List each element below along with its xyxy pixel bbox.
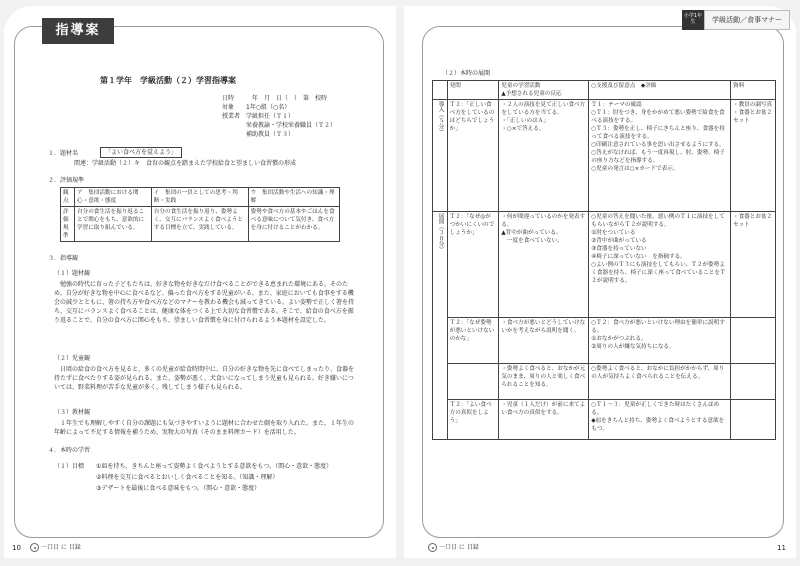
topic-box: 「よい食べ方を覚えよう」	[100, 147, 182, 158]
stage-development: 展開（３０分）	[433, 212, 448, 440]
grade-badge: 小学1年生	[682, 10, 704, 30]
row-5-materials	[730, 400, 775, 440]
unit-label: 学級活動／食事マナー	[704, 10, 790, 30]
development-heading: （２）本時の展開	[442, 70, 491, 77]
col-question: 発問	[447, 81, 499, 100]
footer-right: 一口目 に 目録	[428, 542, 479, 552]
subsection-3-3: （３）教材観	[54, 409, 91, 416]
disc-icon	[30, 543, 39, 552]
row-1-question: Ｔ２：「正しい食べ方をしているのはどちらでしょうか」	[447, 100, 499, 212]
info-assistant: 補助教員（Ｔ３）	[222, 131, 295, 138]
col-materials: 資料	[730, 81, 775, 100]
row-2-materials: ・食器とお盆２セット	[730, 212, 775, 318]
col-stage	[433, 81, 448, 100]
page-number-right: 11	[777, 544, 786, 552]
section-3-heading: ３．指導観	[48, 255, 79, 262]
subsection-3-1: （１）題材観	[54, 270, 91, 277]
row-5-question: Ｔ２：「よい食べ方の真似をしよう」	[447, 400, 499, 440]
stage-intro: 導入（５分）	[433, 100, 448, 212]
left-page	[4, 6, 396, 558]
row-5-support: ○Ｔ１〜３：児童が正しくできた時はたくさんほめる。 ◆皿をきちんと持ち、姿勢よく食べようとする意欲をもつ。	[589, 400, 731, 440]
row-3-question: Ｔ２：「なぜ姿勢が悪いといけないのかな」	[447, 318, 499, 364]
eval-header-a: ア 集団活動における関心・意欲・態度	[75, 188, 152, 207]
eval-cell-a: 自分の食生活を振り返ることで関心をもち、意欲的に学習に取り組んでいる。	[75, 207, 152, 242]
row-1-activity: ・２人の演技を見て正しい食べ方をしている方を当てる。 ・「正しいのはＡ」 ・○×で答える。	[499, 100, 589, 212]
col-activity: 児童の学習活動 ▲予想される児童の反応	[499, 81, 589, 100]
lesson-flow-table	[432, 80, 776, 440]
footer-left: 一口目 に 目録	[30, 542, 81, 552]
subsection-3-2: （２）児童観	[54, 355, 91, 362]
row-2-activity: ・何が間違っているのかを発表する。 ▲背中が曲がっている。 一度を食べていない。	[499, 212, 589, 318]
section-4-heading: ４．本時の学習	[48, 447, 91, 454]
row-2-support: ○児童の答えを聞いた後、悪い例のＴ１に演技をしてもらいながらＴ２が説明する。 ①肘をついている ②背中が曲がっている ③食器を持っていない ④椅子に深っていない を指摘する。 ○よい例のＴ３にも演技をしてもらい、Ｔ２が姿勢よく食器を持ち、椅子に深く座って食べていることをＴ２が説明する。	[589, 212, 731, 318]
eval-header-i: イ 集団の一員としての思考・判断・実践	[151, 188, 248, 207]
row-2-question: Ｔ２：「なぜ◎がつかいにくいのでしょうか」	[447, 212, 499, 318]
col-support: ○支援及び留意点 ◆評価	[589, 81, 731, 100]
row-4-question	[447, 364, 499, 400]
row-4-activity: ・姿勢よく食べると、おなかが元気のまま、周りの人と楽しく食べられることを知る。	[499, 364, 589, 400]
row-5-activity: ・児童（１人だけ）が前に来てよい食べ方の真似をする。	[499, 400, 589, 440]
info-target: 対象 1年○組（○名）	[222, 104, 291, 111]
student-view-text: 日頃の給食の食べ方を見ると、多くの児童が給食時間中に、自分の好きな物を先に食べてしまったり、食器を持たずに食べたりする姿が見られる。また、姿勢が悪く、犬食いになってしまう児童も見られる。好き嫌いについては、野菜料理が苦手な児童が多く、残してしまう様子も見られる。	[54, 366, 355, 391]
section-1-heading: １．題材名	[48, 150, 79, 157]
row-4-support: ○姿勢よく食べると、おなかに負担がかからず、周りの人が気持ちよく食べられることを伝える。	[589, 364, 731, 400]
row-3-materials	[730, 318, 775, 364]
subject-view-text: 勉強の時代に育った子どもたちは、好きな物を好きなだけ食べることができる恵まれた環境にある。そのため、自分が好きな物を中心に食べるなど、偏った食べ方をする児童がいる。また、家庭においても食事をする機会の減少とともに、箸の持ち方や食べ方などのマナーを教わる機会も減ってきている。よい姿勢で正しく箸を持ち、交互にバランスよく食べることは、健康な体をつくる上で大切な食習慣である。そこで、給食の食べ方を振り返ることで、自分の食べ方に関心をもち、望ましい食習慣を身に付けられるよう本題材を設定した。	[54, 281, 355, 324]
info-nutrition-teacher: 栄養教諭・学校栄養職員（Ｔ２）	[222, 122, 337, 129]
eval-header-u: ウ 集団活動や生活への知識・理解	[248, 188, 339, 207]
subsection-4-1: （１）目標	[54, 463, 85, 470]
page-tab-label: 指導案	[42, 18, 114, 44]
eval-cell-i: 自分の食生活を振り返り、姿勢よく、交互にバランスよく食べようとする目標を立て、実践している。	[151, 207, 248, 242]
topic-relation: 関連：学級活動（２）キ 食育の観点を踏まえた学校給食と望ましい食習慣の形成	[74, 160, 297, 167]
row-3-activity: ・食べ方が悪いとどうしていけないかを考えながら説明を聞く。	[499, 318, 589, 364]
goal-2: ②料理を交互に食べるとおいしく食べることを知る。（知識・理解）	[96, 474, 279, 481]
row-1-materials: ・教員の調写真 ・食器とお盆２セット	[730, 100, 775, 212]
material-view-text: １年生でも理解しやすく自分の課題にも気づきやすいように題材に合わせた劇を取り入れた。また、１年生の年齢によって不足する情報を補うため、実物大の写真（そのまま料理カード）を活用した。	[54, 420, 355, 436]
info-teacher: 授業者 学級担任（Ｔ１）	[222, 113, 295, 120]
row-4-materials	[730, 364, 775, 400]
row-3-support: ○Ｔ２：食べ方が悪いといけない理由を簡単に説明する。 ①おなかがつぶれる。 ②周りの人が嫌な気持ちになる。	[589, 318, 731, 364]
page-number-left: 10	[12, 544, 21, 552]
eval-header-aspect: 観点	[61, 188, 75, 207]
row-1-support: Ｔ１：テーマの確認 ○Ｔ１：肘をつき、身をかがめて悪い姿勢で給食を食べる演技をする。 ○Ｔ３：姿勢を正し、椅子にきちんと座り、食器を持って食べる演技をする。 ○印刷注意されている事を思い出させるようにする。 ○答えがなければ、もう一度再現し、肘、姿勢、椅子の座り方などを指導する。 ○児童の発言は○×カードで表示。	[589, 100, 731, 212]
lesson-plan-title: 第１学年 学級活動（２）学習指導案	[100, 76, 236, 85]
disc-icon	[428, 543, 437, 552]
info-date: 日時 年 月 日（ ） 第 校時	[222, 95, 328, 102]
goal-3: ③デザートを最後に食べる意味をもつ。（関心・意欲・態度）	[96, 485, 261, 492]
section-2-heading: ２．評価規準	[48, 177, 85, 184]
eval-row-label: 評価規準	[61, 207, 75, 242]
right-page	[404, 6, 796, 558]
goal-1: ①皿を持ち、きちんと座って姿勢よく食べようとする意欲をもつ。（関心・意欲・態度）	[96, 463, 333, 470]
eval-cell-u: 姿勢や食べ方の基本やごはんを食べる意味について気付き、食べ方を身に付けることがわかる。	[248, 207, 339, 242]
evaluation-table	[60, 187, 340, 242]
